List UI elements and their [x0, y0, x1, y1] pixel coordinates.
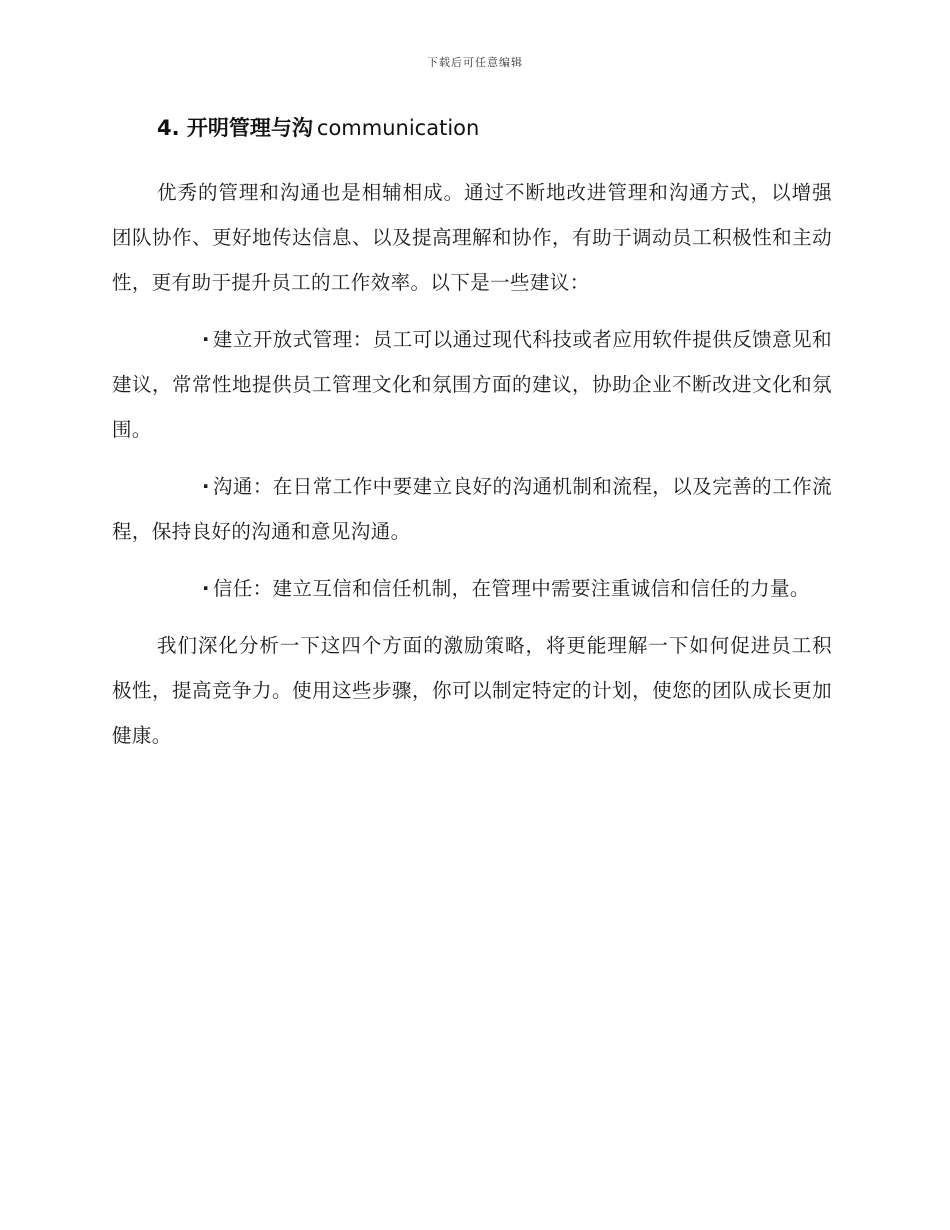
- conclusion-paragraph: 我们深化分析一下这四个方面的激励策略，将更能理解一下如何促进员工积极性，提高竞争力。使用这些步骤，你可以制定特定的计划，使您的团队成长更加健康。: [112, 634, 832, 747]
- bullet-text: 信任：建立互信和信任机制，在管理中需要注重诚信和信任的力量。: [212, 577, 810, 600]
- bullet-paragraph-communication: [112, 464, 832, 554]
- intro-paragraph: 优秀的管理和沟通也是相辅相成。通过不断地改进管理和沟通方式，以增强团队协作、更好地传达信息、以及提高理解和协作，有助于调动员工积极性和主动性，更有助于提升员工的工作效率。以下是一些建议：: [112, 181, 832, 294]
- document-body: [112, 112, 832, 770]
- bullet-marker: ·: [202, 328, 210, 351]
- bullet-marker: ·: [202, 577, 210, 600]
- section-heading: [157, 112, 832, 144]
- bullet-paragraph-open-management: [112, 317, 832, 452]
- bullet-text: 沟通：在日常工作中要建立良好的沟通机制和流程，以及完善的工作流程，保持良好的沟通和意见沟通。: [112, 475, 832, 543]
- bullet-marker: ·: [202, 475, 210, 498]
- section-heading-english: communication: [316, 116, 480, 140]
- bullet-paragraph-trust: [112, 566, 832, 611]
- page-header: 下载后可任意编辑: [427, 56, 523, 69]
- section-heading-title: 4. 开明管理与沟: [157, 116, 313, 140]
- bullet-text: 建立开放式管理：员工可以通过现代科技或者应用软件提供反馈意见和建议，常常性地提供员工管理文化和氛围方面的建议，协助企业不断改进文化和氛围。: [112, 328, 832, 441]
